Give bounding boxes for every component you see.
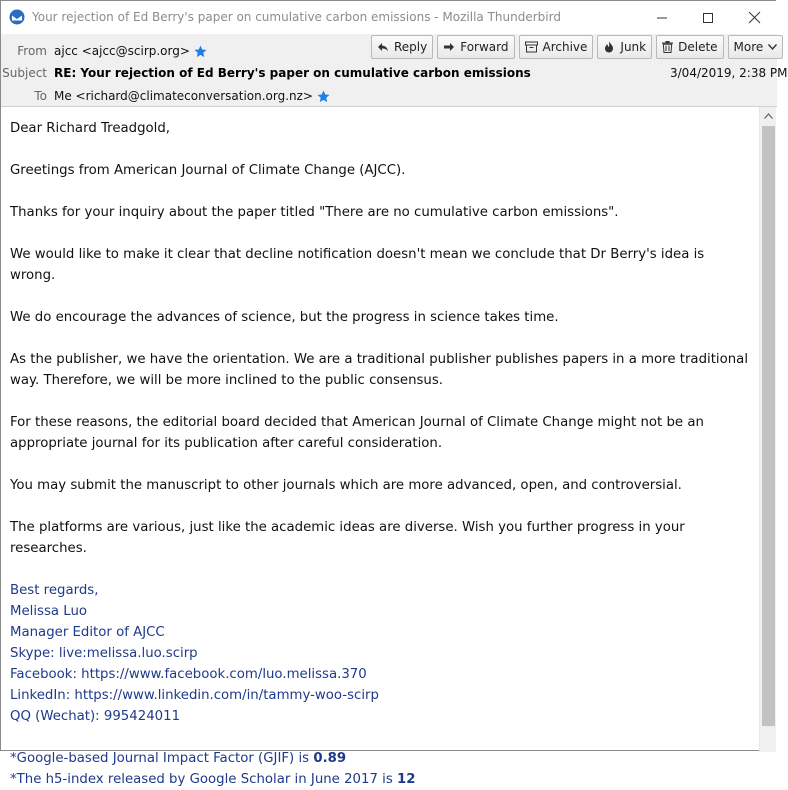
scroll-up-button[interactable] (760, 107, 777, 124)
body-paragraph: As the publisher, we have the orientation. We are a traditional publisher publishes papers in a more traditional way. Therefore, we will be more inclined to the public consensus. (10, 352, 749, 388)
star-icon[interactable] (317, 90, 330, 103)
reply-label: Reply (394, 40, 428, 54)
scrollbar-thumb[interactable] (762, 126, 775, 726)
delete-label: Delete (678, 40, 718, 54)
forward-label: Forward (460, 40, 509, 54)
vertical-scrollbar[interactable] (759, 107, 776, 752)
body-paragraph: We would like to make it clear that decline notification doesn't mean we conclude that Dr Berry's idea is wrong. (10, 247, 705, 283)
reply-icon (377, 41, 389, 53)
minimize-button[interactable] (639, 1, 685, 34)
maximize-button[interactable] (685, 1, 731, 34)
gjif-line (10, 748, 750, 769)
body-paragraph: The platforms are various, just like the academic ideas are diverse. Wish you further progress in your researches. (10, 520, 685, 556)
message-header (1, 34, 788, 107)
signature-role: Manager Editor of AJCC (10, 625, 165, 640)
maximize-icon (703, 13, 713, 23)
reply-button[interactable] (371, 35, 433, 59)
from-value[interactable]: ajcc <ajcc@scirp.org> (54, 44, 190, 58)
signature-regards: Best regards, (10, 583, 99, 598)
signature-qq: QQ (Wechat): 995424011 (10, 709, 181, 724)
forward-icon (443, 41, 455, 53)
more-button[interactable] (728, 35, 784, 59)
message-toolbar (371, 35, 783, 61)
body-paragraph: You may submit the manuscript to other journals which are more advanced, open, and controversial. (10, 478, 682, 493)
thunderbird-icon (9, 9, 25, 25)
h5-line (10, 769, 750, 790)
body-paragraph: Greetings from American Journal of Climate Change (AJCC). (10, 163, 406, 178)
archive-button[interactable] (519, 35, 594, 59)
close-icon (749, 12, 760, 23)
to-label: To (34, 89, 47, 103)
archive-icon (525, 41, 538, 53)
gjif-text: *Google-based Journal Impact Factor (GJIF) is (10, 751, 314, 766)
trash-icon (662, 41, 673, 53)
signature-skype: Skype: live:melissa.luo.scirp (10, 646, 198, 661)
chevron-up-icon (764, 113, 773, 119)
message-body (1, 107, 759, 787)
junk-icon (603, 41, 615, 53)
signature-name: Melissa Luo (10, 604, 88, 619)
body-paragraph: We do encourage the advances of science, but the progress in science takes time. (10, 310, 559, 325)
signature-facebook: Facebook: https://www.facebook.com/luo.melissa.370 (10, 667, 367, 682)
gjif-value: 0.89 (313, 751, 347, 766)
message-date: 3/04/2019, 2:38 PM (670, 66, 788, 80)
title-bar (1, 1, 777, 34)
more-label: More (733, 40, 764, 54)
h5-value: 12 (397, 772, 416, 787)
close-button[interactable] (731, 1, 777, 34)
delete-button[interactable] (656, 35, 723, 59)
body-paragraph: Thanks for your inquiry about the paper titled "There are no cumulative carbon emissions". (10, 205, 619, 220)
archive-label: Archive (542, 40, 588, 54)
chevron-down-icon (768, 44, 777, 50)
window-title: Your rejection of Ed Berry's paper on cumulative carbon emissions - Mozilla Thunderbird (32, 10, 561, 24)
minimize-icon (657, 13, 667, 23)
body-paragraph: Dear Richard Treadgold, (10, 121, 171, 136)
body-paragraph: For these reasons, the editorial board decided that American Journal of Climate Change might not be an appropriate journal for its publication after careful consideration. (10, 415, 704, 451)
junk-label: Junk (620, 40, 647, 54)
subject-value: RE: Your rejection of Ed Berry's paper on cumulative carbon emissions (54, 66, 531, 80)
from-field[interactable] (54, 44, 207, 58)
to-value[interactable]: Me <richard@climateconversation.org.nz> (54, 89, 313, 103)
junk-button[interactable] (597, 35, 652, 59)
star-icon[interactable] (194, 45, 207, 58)
signature (10, 580, 750, 727)
subject-label: Subject (2, 66, 47, 80)
to-field[interactable] (54, 89, 330, 103)
h5-text: *The h5-index released by Google Scholar in June 2017 is (10, 772, 397, 787)
from-label: From (17, 44, 47, 58)
forward-button[interactable] (437, 35, 514, 59)
signature-linkedin: LinkedIn: https://www.linkedin.com/in/tammy-woo-scirp (10, 688, 379, 703)
